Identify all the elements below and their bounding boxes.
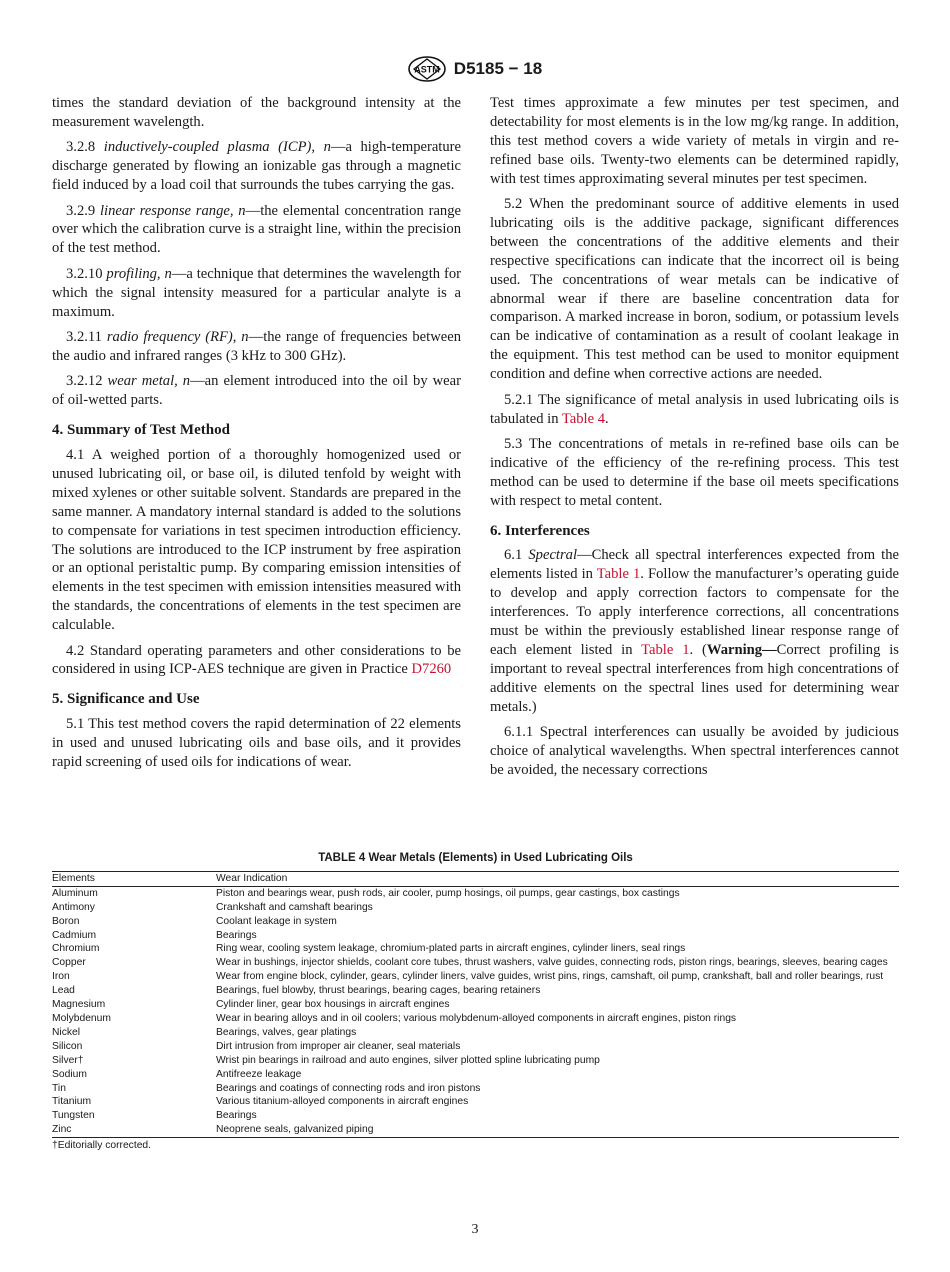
paragraph-6-1: 6.1 Spectral—Check all spectral interferences expected from the elements listed in Table 1. Follow the manufacturer’s operating guide to develop and apply correction factors to compensate for the interferences. To apply interference corrections, all concentrations must be within the previously established linear response range of each element listed in Table 1. (Warning—Correct profiling is important to reveal spectral interferences from high concentrations of additive elements on the spectral lines used for determining wear metals.) [490, 547, 899, 715]
indication-cell: Piston and bearings wear, push rods, air cooler, pump hosings, oil pumps, gear castings, box castings [216, 887, 680, 899]
page-header [0, 56, 950, 84]
element-cell: Silicon [52, 1040, 83, 1052]
definition-3-2-8: 3.2.8 inductively-coupled plasma (ICP), n—a high-temperature discharge generated by flowing an ionizable gas through a magnetic field induced by a load coil that surrounds the tubes carrying the gas. [52, 139, 461, 194]
indication-cell: Various titanium-alloyed components in aircraft engines [216, 1096, 469, 1108]
column-header-wear-indication: Wear Indication [216, 872, 288, 884]
page-number: 3 [471, 1222, 479, 1237]
section-heading-5: 5. Significance and Use [52, 691, 200, 708]
column-header-elements: Elements [52, 872, 95, 884]
paragraph-5-1-continuation: Test times approximate a few minutes per test specimen, and detectability for most elements is in the low mg/kg range. In addition, this test method covers a wide variety of metals in virgin and re-refined base oils. Twenty-two elements can be determined rapidly, with test times approximating several minutes per test specimen. [490, 95, 899, 187]
indication-cell: Bearings, fuel blowby, thrust bearings, bearing cages, bearing retainers [216, 985, 541, 997]
element-cell: Iron [52, 971, 70, 983]
element-cell: Molybdenum [52, 1012, 111, 1024]
table-row [52, 1095, 899, 1109]
element-cell: Lead [52, 985, 75, 997]
table-row [52, 1054, 899, 1068]
element-cell: Tin [52, 1082, 66, 1094]
table-row [52, 929, 899, 943]
element-cell: Nickel [52, 1026, 81, 1038]
paragraph-5-2-1: 5.2.1 The significance of metal analysis in used lubricating oils is tabulated in Table 4. [490, 391, 899, 427]
table-row [52, 942, 899, 956]
definition-3-2-10: 3.2.10 profiling, n—a technique that determines the wavelength for which the signal intensity measured for a particular analyte is a maximum. [52, 265, 461, 320]
table-row [52, 1082, 899, 1096]
indication-cell: Bearings [216, 1110, 257, 1122]
wear-metals-table [52, 871, 899, 1138]
link-table-1-second[interactable]: Table 1 [641, 641, 690, 658]
paragraph-3-2-7-continuation: times the standard deviation of the background intensity at the measurement wavelength. [52, 95, 461, 130]
section-heading-6: 6. Interferences [490, 522, 590, 539]
table-row [52, 1068, 899, 1082]
right-column [490, 94, 899, 786]
element-cell: Copper [52, 957, 86, 969]
link-table-4[interactable]: Table 4 [561, 410, 606, 427]
table-row [52, 886, 899, 900]
table-row [52, 956, 899, 970]
paragraph-5-3: 5.3 The concentrations of metals in re-refined base oils can be indicative of the efficiency of the re-refining process. This test method can be used to determine if the base oil meets specifications with respect to metal content. [490, 435, 899, 509]
document-id: D5185 − 18 [453, 59, 543, 78]
link-d7260[interactable]: D7260 [411, 661, 452, 678]
paragraph-6-1-1: 6.1.1 Spectral interferences can usually be avoided by judicious choice of analytical wavelengths. When spectral interferences cannot be avoided, the necessary corrections [490, 724, 899, 778]
indication-cell: Wear in bearing alloys and in oil coolers; various molybdenum-alloyed components in aircraft engines, piston rings [216, 1012, 737, 1024]
section-heading-4: 4. Summary of Test Method [52, 422, 230, 439]
table-row [52, 901, 899, 915]
indication-cell: Coolant leakage in system [216, 915, 337, 927]
table-row [52, 1012, 899, 1026]
indication-cell: Antifreeze leakage [216, 1068, 302, 1080]
element-cell: Chromium [52, 943, 100, 955]
table-row [52, 1026, 899, 1040]
table-row [52, 970, 899, 984]
element-cell: Antimony [52, 901, 95, 913]
paragraph-4-2: 4.2 Standard operating parameters and other considerations to be considered in using ICP-AES technique are given in Practice D7260 [52, 642, 461, 678]
indication-cell: Dirt intrusion from improper air cleaner, seal materials [216, 1040, 461, 1052]
element-cell: Silver† [52, 1054, 84, 1066]
svg-text:ASTM: ASTM [414, 64, 440, 75]
table-row [52, 984, 899, 998]
table-row [52, 998, 899, 1012]
table-row [52, 915, 899, 929]
indication-cell: Wrist pin bearings in railroad and auto engines, silver plotted spline lubricating pump [216, 1054, 600, 1066]
table-row [52, 1109, 899, 1123]
table-title: TABLE 4 Wear Metals (Elements) in Used Lubricating Oils [318, 852, 633, 864]
indication-cell: Bearings and coatings of connecting rods and iron pistons [216, 1082, 481, 1094]
link-table-1[interactable]: Table 1 [596, 566, 641, 583]
element-cell: Boron [52, 915, 80, 927]
astm-logo-icon [408, 56, 446, 82]
indication-cell: Ring wear, cooling system leakage, chromium-plated parts in aircraft engines, cylinder liners, seal rings [216, 943, 686, 955]
paragraph-5-2: 5.2 When the predominant source of additive elements in used lubricating oils is the additive package, significant differences between the concentrations of the additive elements and their respective specifications can indicate that the incorrect oil is being used. The concentrations of wear metals can be indicative of abnormal wear if there are baseline concentration data for comparison. A marked increase in boron, sodium, or potassium levels can be indicative of contamination as a result of coolant leakage in the equipment. This test method can be used to monitor equipment condition and define when corrective actions are needed. [490, 196, 899, 383]
table-footnote: †Editorially corrected. [52, 1140, 152, 1152]
indication-cell: Crankshaft and camshaft bearings [216, 901, 373, 913]
definition-3-2-11: 3.2.11 radio frequency (RF), n—the range of frequencies between the audio and infrared ranges (3 kHz to 300 GHz). [52, 328, 461, 364]
indication-cell: Cylinder liner, gear box housings in aircraft engines [216, 999, 450, 1011]
element-cell: Titanium [52, 1096, 92, 1108]
element-cell: Cadmium [52, 929, 97, 941]
table-4 [52, 852, 899, 1153]
left-column [52, 94, 461, 779]
element-cell: Zinc [52, 1124, 72, 1136]
indication-cell: Neoprene seals, galvanized piping [216, 1124, 374, 1136]
paragraph-4-1: 4.1 A weighed portion of a thoroughly homogenized used or unused lubricating oil, or base oil, is diluted tenfold by weight with mixed xylenes or other suitable solvent. Standards are prepared in the same manner. A mandatory internal standard is added to the solutions to compensate for variations in test specimen introduction efficiency. The solutions are introduced to the ICP instrument by free aspiration or an optional peristaltic pump. By comparing emission intensities of elements in the test specimen with emission intensities measured with the standards, the concentrations of elements in the test specimen are calculable. [52, 447, 461, 634]
paragraph-5-1: 5.1 This test method covers the rapid determination of 22 elements in used and unused lubricating oils and base oils, and it provides rapid screening of used oils for indications of wear. [52, 716, 461, 771]
indication-cell: Bearings, valves, gear platings [216, 1026, 357, 1038]
definition-3-2-12: 3.2.12 wear metal, n—an element introduced into the oil by wear of oil-wetted parts. [52, 373, 461, 409]
table-header-row [52, 871, 899, 886]
table-row [52, 1123, 899, 1137]
element-cell: Sodium [52, 1068, 87, 1080]
table-row [52, 1040, 899, 1054]
element-cell: Magnesium [52, 999, 106, 1011]
indication-cell: Wear in bushings, injector shields, coolant core tubes, thrust washers, valve guides, connecting rods, piston rings, bearings, sleeves, bearing cages [216, 957, 888, 969]
element-cell: Tungsten [52, 1110, 95, 1122]
indication-cell: Wear from engine block, cylinder, gears, cylinder liners, valve guides, wrist pins, rings, camshaft, oil pump, crankshaft, ball and roller bearings, rust [216, 971, 884, 983]
definition-3-2-9: 3.2.9 linear response range, n—the elemental concentration range over which the calibration curve is a straight line, within the precision of the test method. [52, 202, 461, 257]
indication-cell: Bearings [216, 929, 257, 941]
element-cell: Aluminum [52, 887, 98, 899]
